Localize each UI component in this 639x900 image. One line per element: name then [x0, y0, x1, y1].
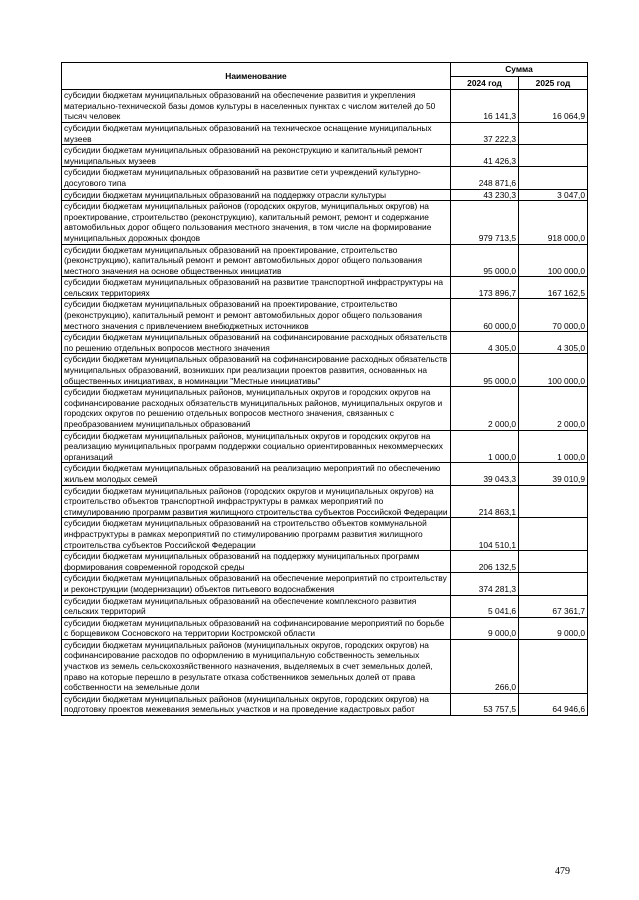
row-2024-value: 104 510,1	[451, 518, 519, 551]
row-2024-value: 39 043,3	[451, 463, 519, 485]
row-name-cell: субсидии бюджетам муниципальных районов, муниципальных округов и городских округов на реализацию муниципальных программ поддержки социально ориентированных некоммерческих организаций	[62, 430, 451, 463]
row-2024-value: 214 863,1	[451, 485, 519, 518]
row-name-cell: субсидии бюджетам муниципальных образований на поддержку отрасли культуры	[62, 189, 451, 201]
row-name-cell: субсидии бюджетам муниципальных образований на софинансирование расходных обязательств по решению отдельных вопросов местного значения	[62, 332, 451, 354]
row-2024-value: 5 041,6	[451, 595, 519, 617]
table-row	[62, 167, 588, 189]
table-row	[62, 430, 588, 463]
row-name-cell: субсидии бюджетам муниципальных образований на поддержку муниципальных программ формирования современной городской среды	[62, 551, 451, 573]
header-year-2025: 2025 год	[519, 76, 588, 90]
table-row	[62, 617, 588, 639]
row-2024-value: 266,0	[451, 639, 519, 693]
row-2025-value: 64 946,6	[519, 693, 588, 715]
row-2024-value: 2 000,0	[451, 387, 519, 430]
row-name-cell: субсидии бюджетам муниципальных образований на проектирование, строительство (реконструкцию), капитальный ремонт и ремонт автомобильных дорог общего пользования местного значения с привлечением внебюджетных источников	[62, 299, 451, 332]
header-sum: Сумма	[451, 63, 588, 77]
row-2025-value: 39 010,9	[519, 463, 588, 485]
header-name: Наименование	[62, 63, 451, 90]
row-name-cell: субсидии бюджетам муниципальных образований на развитие сети учреждений культурно-досугового типа	[62, 167, 451, 189]
table-row	[62, 573, 588, 595]
row-name-cell: субсидии бюджетам муниципальных образований на софинансирование мероприятий по борьбе с борщевиком Сосновского на территории Костромской области	[62, 617, 451, 639]
table-row	[62, 90, 588, 123]
row-2024-value: 9 000,0	[451, 617, 519, 639]
table-row	[62, 693, 588, 715]
row-name-cell: субсидии бюджетам муниципальных образований на строительство объектов коммунальной инфраструктуры в рамках мероприятий по стимулированию программ развития жилищного строительства субъектов Российской Федерации	[62, 518, 451, 551]
row-2024-value: 16 141,3	[451, 90, 519, 123]
table-row	[62, 122, 588, 144]
table-row	[62, 277, 588, 299]
table-row	[62, 463, 588, 485]
row-2025-value	[519, 573, 588, 595]
row-name-cell: субсидии бюджетам муниципальных образований на обеспечение мероприятий по строительству и реконструкции (модернизации) объектов питьевого водоснабжения	[62, 573, 451, 595]
row-2025-value	[519, 518, 588, 551]
row-2025-value: 9 000,0	[519, 617, 588, 639]
budget-table	[61, 62, 588, 716]
row-2024-value: 979 713,5	[451, 201, 519, 244]
row-2024-value: 41 426,3	[451, 145, 519, 167]
row-name-cell: субсидии бюджетам муниципальных районов, муниципальных округов и городских округов на софинансирование расходных обязательств муниципальных районов, муниципальных округов и городских округов по решению отдельных вопросов местного значения, связанных с преобразованием муниципальных образований	[62, 387, 451, 430]
row-2025-value: 70 000,0	[519, 299, 588, 332]
page-number: 479	[555, 866, 570, 877]
row-name-cell: субсидии бюджетам муниципальных образований на проектирование, строительство (реконструкцию), капитальный ремонт и ремонт автомобильных дорог общего пользования местного значения на основе общественных инициатив	[62, 244, 451, 277]
row-2024-value: 374 281,3	[451, 573, 519, 595]
row-2025-value	[519, 122, 588, 144]
row-2025-value: 167 162,5	[519, 277, 588, 299]
table-row	[62, 332, 588, 354]
table-row	[62, 299, 588, 332]
row-2024-value: 4 305,0	[451, 332, 519, 354]
table-body	[62, 90, 588, 716]
table-header	[62, 63, 588, 90]
row-name-cell: субсидии бюджетам муниципальных районов (муниципальных округов, городских округов) на софинансирование расходов по оформлению в муниципальную собственность земельных участков из земель сельскохозяйственного назначения, выделяемых в счет земельных долей, право на которые перешло в результате отказа собственников земельных долей от права собственности на земельные доли	[62, 639, 451, 693]
table-row	[62, 354, 588, 387]
row-2024-value: 206 132,5	[451, 551, 519, 573]
table-row	[62, 551, 588, 573]
table-row	[62, 485, 588, 518]
row-2025-value: 67 361,7	[519, 595, 588, 617]
row-2025-value: 1 000,0	[519, 430, 588, 463]
header-year-2024: 2024 год	[451, 76, 519, 90]
row-2025-value: 4 305,0	[519, 332, 588, 354]
row-2025-value	[519, 551, 588, 573]
row-2024-value: 37 222,3	[451, 122, 519, 144]
row-name-cell: субсидии бюджетам муниципальных образований на реконструкцию и капитальный ремонт муниципальных музеев	[62, 145, 451, 167]
table-row	[62, 201, 588, 244]
row-2025-value: 100 000,0	[519, 354, 588, 387]
row-name-cell: субсидии бюджетам муниципальных образований на софинансирование расходных обязательств муниципальных образований, возникших при реализации проектов развития, основанных на общественных инициативах, в номинации "Местные инициативы"	[62, 354, 451, 387]
table-row	[62, 387, 588, 430]
table-row	[62, 145, 588, 167]
row-2025-value: 16 064,9	[519, 90, 588, 123]
table-row	[62, 595, 588, 617]
row-2025-value: 100 000,0	[519, 244, 588, 277]
row-name-cell: субсидии бюджетам муниципальных образований на обеспечение развития и укрепления материально-технической базы домов культуры в населенных пунктах с числом жителей до 50 тысяч человек	[62, 90, 451, 123]
row-name-cell: субсидии бюджетам муниципальных образований на техническое оснащение муниципальных музеев	[62, 122, 451, 144]
row-name-cell: субсидии бюджетам муниципальных образований на развитие транспортной инфраструктуры на сельских территориях	[62, 277, 451, 299]
table-row	[62, 189, 588, 201]
row-2024-value: 60 000,0	[451, 299, 519, 332]
row-2024-value: 173 896,7	[451, 277, 519, 299]
row-name-cell: субсидии бюджетам муниципальных районов (городских округов, муниципальных округов) на проектирование, строительство (реконструкцию), капитальный ремонт, ремонт и содержание автомобильных дорог общего пользования местного значения, в том числе на формирование муниципальных дорожных фондов	[62, 201, 451, 244]
row-2024-value: 95 000,0	[451, 244, 519, 277]
row-name-cell: субсидии бюджетам муниципальных районов (городских округов и муниципальных округов) на строительство объектов транспортной инфраструктуры в рамках мероприятий по стимулированию программ развития жилищного строительства субъектов Российской Федерации	[62, 485, 451, 518]
row-2024-value: 1 000,0	[451, 430, 519, 463]
row-2025-value	[519, 167, 588, 189]
row-2025-value	[519, 145, 588, 167]
table-row	[62, 639, 588, 693]
row-2025-value	[519, 639, 588, 693]
row-name-cell: субсидии бюджетам муниципальных районов (муниципальных округов, городских округов) на подготовку проектов межевания земельных участков и на проведение кадастровых работ	[62, 693, 451, 715]
row-2025-value: 918 000,0	[519, 201, 588, 244]
row-2024-value: 43 230,3	[451, 189, 519, 201]
row-2024-value: 95 000,0	[451, 354, 519, 387]
table-row	[62, 244, 588, 277]
table-row	[62, 518, 588, 551]
row-2025-value: 2 000,0	[519, 387, 588, 430]
row-2025-value	[519, 485, 588, 518]
row-2025-value: 3 047,0	[519, 189, 588, 201]
row-name-cell: субсидии бюджетам муниципальных образований на реализацию мероприятий по обеспечению жильем молодых семей	[62, 463, 451, 485]
row-2024-value: 248 871,6	[451, 167, 519, 189]
row-2024-value: 53 757,5	[451, 693, 519, 715]
row-name-cell: субсидии бюджетам муниципальных образований на обеспечение комплексного развития сельских территорий	[62, 595, 451, 617]
